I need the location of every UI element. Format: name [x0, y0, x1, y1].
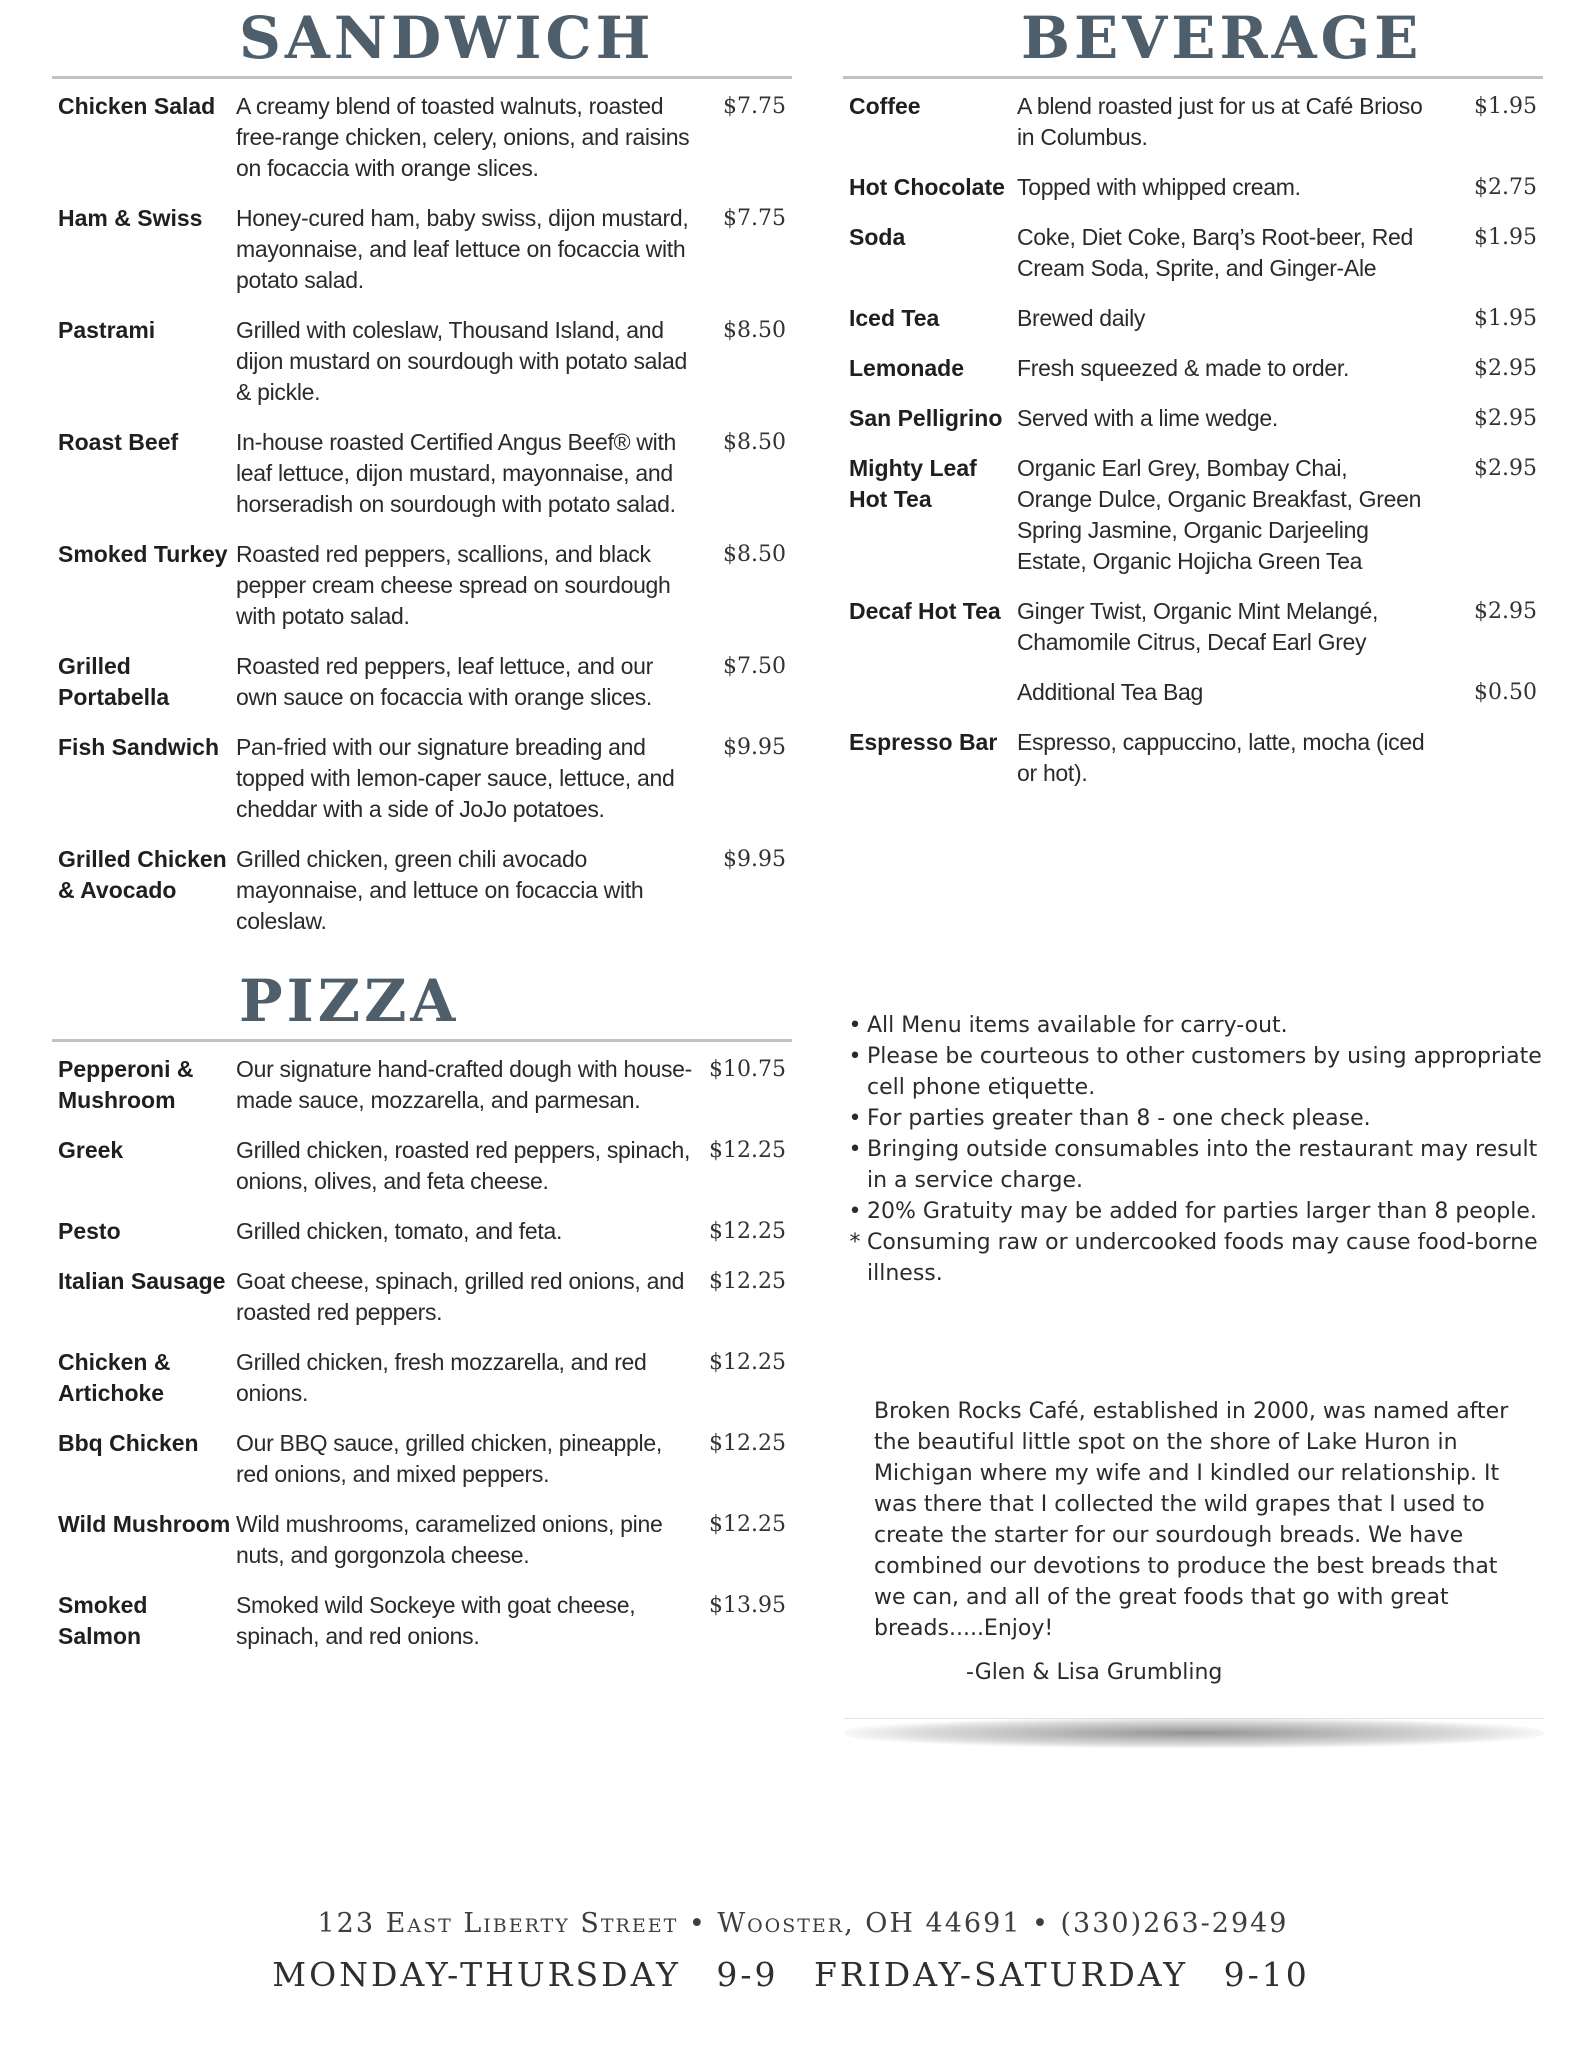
beverage-rule [843, 76, 1543, 79]
item-name: Chicken Salad [58, 93, 216, 119]
right-column [843, 0, 1543, 808]
item-description: Ginger Twist, Organic Mint Melangé, Chamomile Citrus, Decaf Earl Grey [1017, 598, 1379, 655]
menu-item [843, 353, 1543, 384]
item-name: Grilled Chicken & Avocado [58, 846, 227, 903]
item-price: $2.95 [1474, 456, 1537, 481]
item-description: Organic Earl Grey, Bombay Chai, Orange Dulce, Organic Breakfast, Green Spring Jasmine, Organic Darjeeling Estate, Organic Hojicha Green Tea [1017, 455, 1422, 574]
item-price: $12.25 [709, 1219, 786, 1244]
item-name: Decaf Hot Tea [849, 598, 1001, 624]
item-description: In-house roasted Certified Angus Beef® with leaf lettuce, dijon mustard, mayonnaise, and horseradish on sourdough with potato salad. [236, 429, 677, 517]
item-name: Grilled Portabella [58, 653, 170, 710]
item-description: Fresh squeezed & made to order. [1017, 355, 1350, 381]
item-price: $9.95 [723, 735, 786, 760]
item-description: Our BBQ sauce, grilled chicken, pineapple, red onions, and mixed peppers. [236, 1430, 662, 1487]
item-description: Pan-fried with our signature breading and topped with lemon-caper sauce, lettuce, and cheddar with a side of JoJo potatoes. [236, 734, 675, 822]
item-description: Grilled chicken, roasted red peppers, spinach, onions, olives, and feta cheese. [236, 1137, 691, 1194]
item-name: Espresso Bar [849, 729, 998, 755]
item-price: $10.75 [709, 1057, 786, 1082]
menu-item [843, 453, 1543, 577]
menu-item [52, 651, 792, 713]
menu-item [52, 1428, 792, 1490]
footer-hours: MONDAY-THURSDAY 9-9 FRIDAY-SATURDAY 9-10 [272, 1955, 1310, 1994]
item-name: Hot Chocolate [849, 174, 1005, 200]
menu-item [843, 303, 1543, 334]
menu-item [843, 677, 1543, 708]
item-description: Served with a lime wedge. [1017, 405, 1278, 431]
item-name: Pastrami [58, 317, 156, 343]
policy-note-text: Consuming raw or undercooked foods may cause food-borne illness. [867, 1230, 1538, 1286]
item-price: $2.95 [1474, 356, 1537, 381]
item-name: Bbq Chicken [58, 1430, 199, 1456]
sandwich-rule [52, 76, 792, 79]
item-name: Italian Sausage [58, 1268, 226, 1294]
policy-note-text: All Menu items available for carry-out. [867, 1013, 1288, 1038]
item-name: Coffee [849, 93, 921, 119]
pizza-section [52, 963, 792, 1652]
left-column [52, 0, 792, 1671]
footer-address: 123 East Liberty Street • Wooster, OH 44691 • (330)263-2949 [317, 1908, 1289, 1939]
menu-item [52, 1509, 792, 1571]
item-price: $7.75 [723, 94, 786, 119]
policy-note [843, 1196, 1563, 1227]
item-description: Additional Tea Bag [1017, 679, 1203, 705]
item-description: Wild mushrooms, caramelized onions, pine nuts, and gorgonzola cheese. [236, 1511, 663, 1568]
menu-item [52, 1590, 792, 1652]
item-description: Grilled chicken, green chili avocado mayonnaise, and lettuce on focaccia with coleslaw. [236, 846, 644, 934]
pizza-list [52, 1054, 792, 1652]
item-price: $2.95 [1474, 406, 1537, 431]
item-description: A creamy blend of toasted walnuts, roasted free-range chicken, celery, onions, and raisins on focaccia with orange slices. [236, 93, 690, 181]
item-price: $1.95 [1474, 225, 1537, 250]
item-description: Roasted red peppers, leaf lettuce, and our own sauce on focaccia with orange slices. [236, 653, 654, 710]
item-price: $2.75 [1474, 175, 1537, 200]
item-description: Roasted red peppers, scallions, and black pepper cream cheese spread on sourdough with potato salad. [236, 541, 671, 629]
item-price: $7.75 [723, 206, 786, 231]
story-card-shadow [844, 1718, 1544, 1748]
bullet-icon: * [849, 1230, 861, 1255]
item-name: Ham & Swiss [58, 205, 203, 231]
item-name: Smoked Turkey [58, 541, 228, 567]
item-price: $12.25 [709, 1269, 786, 1294]
policy-note [843, 1227, 1563, 1289]
item-description: Topped with whipped cream. [1017, 174, 1301, 200]
item-price: $0.50 [1474, 680, 1537, 705]
policy-note [843, 1041, 1563, 1103]
item-price: $9.95 [723, 847, 786, 872]
item-price: $7.50 [723, 654, 786, 679]
bullet-icon: • [848, 1013, 862, 1038]
item-name: Lemonade [849, 355, 965, 381]
bullet-icon: • [848, 1137, 862, 1162]
menu-item [52, 91, 792, 184]
sandwich-list [52, 91, 792, 937]
pizza-rule [52, 1039, 792, 1042]
item-description: Grilled with coleslaw, Thousand Island, and dijon mustard on sourdough with potato salad & pickle. [236, 317, 687, 405]
item-name: Greek [58, 1137, 124, 1163]
pizza-title: PIZZA [239, 967, 460, 1035]
item-price: $12.25 [709, 1138, 786, 1163]
item-name: San Pelligrino [849, 405, 1003, 431]
menu-item [843, 403, 1543, 434]
item-description: Espresso, cappuccino, latte, mocha (iced or hot). [1017, 729, 1425, 786]
item-name: Chicken & Artichoke [58, 1349, 171, 1406]
story-signature: -Glen & Lisa Grumbling [966, 1660, 1223, 1685]
bullet-icon: • [848, 1199, 862, 1224]
menu-item [52, 427, 792, 520]
item-price: $1.95 [1474, 306, 1537, 331]
story-text: Broken Rocks Café, established in 2000, was named after the beautiful little spot on the shore of Lake Huron in Michigan where my wife and I kindled our relationship. It was there that I collected the wild grapes that I used to create the starter for our sourdough breads. We have combined our devotions to produce the best breads that we can, and all of the great foods that go with great breads.....Enjoy! [874, 1399, 1509, 1641]
policy-note-text: For parties greater than 8 - one check please. [867, 1106, 1371, 1131]
item-name: Smoked Salmon [58, 1592, 148, 1649]
policy-note-text: Bringing outside consumables into the restaurant may result in a service charge. [867, 1137, 1538, 1193]
item-name: Iced Tea [849, 305, 940, 331]
menu-item [52, 203, 792, 296]
policy-notes [843, 1010, 1563, 1289]
item-price: $12.25 [709, 1350, 786, 1375]
item-description: A blend roasted just for us at Café Brioso in Columbus. [1017, 93, 1423, 150]
beverage-list [843, 91, 1543, 789]
item-description: Goat cheese, spinach, grilled red onions, and roasted red peppers. [236, 1268, 685, 1325]
menu-item [52, 732, 792, 825]
item-name: Soda [849, 224, 906, 250]
menu-item [843, 91, 1543, 153]
item-name: Pepperoni & Mushroom [58, 1056, 194, 1113]
sandwich-title: SANDWICH [239, 4, 655, 72]
item-name: Pesto [58, 1218, 121, 1244]
item-price: $2.95 [1474, 599, 1537, 624]
item-price: $12.25 [709, 1431, 786, 1456]
menu-item [52, 1266, 792, 1328]
item-description: Brewed daily [1017, 305, 1146, 331]
menu-item [843, 172, 1543, 203]
menu-item [52, 1135, 792, 1197]
item-name: Roast Beef [58, 429, 179, 455]
policy-note-text: 20% Gratuity may be added for parties larger than 8 people. [867, 1199, 1537, 1224]
menu-item [52, 1347, 792, 1409]
menu-item [843, 727, 1543, 789]
item-description: Our signature hand-crafted dough with house-made sauce, mozzarella, and parmesan. [236, 1056, 693, 1113]
item-price: $8.50 [723, 430, 786, 455]
item-description: Grilled chicken, fresh mozzarella, and red onions. [236, 1349, 647, 1406]
policy-note [843, 1010, 1563, 1041]
menu-item [52, 539, 792, 632]
policy-note [843, 1134, 1563, 1196]
menu-item [52, 1216, 792, 1247]
policy-note-text: Please be courteous to other customers by using appropriate cell phone etiquette. [867, 1044, 1542, 1100]
beverage-section [843, 0, 1543, 789]
item-price: $1.95 [1474, 94, 1537, 119]
menu-item [843, 222, 1543, 284]
bullet-icon: • [848, 1106, 862, 1131]
item-price: $8.50 [723, 542, 786, 567]
story-card [844, 1380, 1544, 1740]
beverage-title: BEVERAGE [1021, 4, 1423, 72]
item-price: $12.25 [709, 1512, 786, 1537]
menu-item [52, 315, 792, 408]
bullet-icon: • [848, 1044, 862, 1069]
menu-item [52, 844, 792, 937]
policy-note [843, 1103, 1563, 1134]
item-description: Smoked wild Sockeye with goat cheese, spinach, and red onions. [236, 1592, 636, 1649]
item-name: Mighty Leaf Hot Tea [849, 455, 977, 512]
item-description: Honey-cured ham, baby swiss, dijon mustard, mayonnaise, and leaf lettuce on focaccia with potato salad. [236, 205, 689, 293]
sandwich-section [52, 0, 792, 937]
item-description: Grilled chicken, tomato, and feta. [236, 1218, 563, 1244]
item-price: $8.50 [723, 318, 786, 343]
menu-item [843, 596, 1543, 658]
item-price: $13.95 [709, 1593, 786, 1618]
item-name: Wild Mushroom [58, 1511, 231, 1537]
menu-item [52, 1054, 792, 1116]
item-name: Fish Sandwich [58, 734, 220, 760]
item-description: Coke, Diet Coke, Barq’s Root-beer, Red Cream Soda, Sprite, and Ginger-Ale [1017, 224, 1413, 281]
